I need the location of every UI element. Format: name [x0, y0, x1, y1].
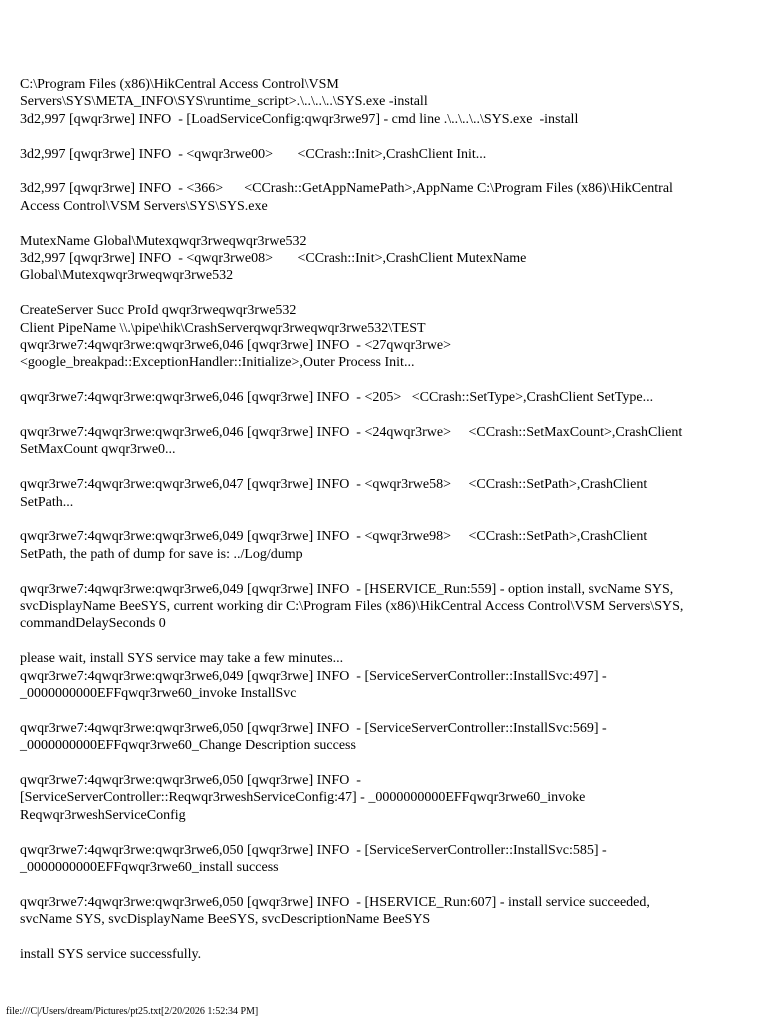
log-line: qwqr3rwe7:4qwqr3rwe:qwqr3rwe6,046 [qwqr3rwe] INFO - <27qwqr3rwe> [20, 338, 452, 354]
blank-line [20, 163, 748, 180]
blank-line [20, 563, 748, 580]
print-footer: file:///C|/Users/dream/Pictures/pt25.txt[2/20/2026 1:52:34 PM] [6, 1006, 259, 1017]
blank-line [20, 876, 748, 893]
log-line: _0000000000EFFqwqr3rwe60_Change Description success [20, 738, 356, 754]
log-line: SetPath... [20, 494, 74, 510]
log-line: SetMaxCount qwqr3rwe0... [20, 442, 176, 458]
blank-line [20, 929, 748, 946]
blank-line [20, 511, 748, 528]
blank-line [20, 755, 748, 772]
log-line: qwqr3rwe7:4qwqr3rwe:qwqr3rwe6,050 [qwqr3rwe] INFO - [20, 773, 361, 789]
blank-line [20, 702, 748, 719]
log-line: qwqr3rwe7:4qwqr3rwe:qwqr3rwe6,049 [qwqr3rwe] INFO - [HSERVICE_Run:559] - option install, svcName SYS, [20, 581, 674, 597]
log-line: qwqr3rwe7:4qwqr3rwe:qwqr3rwe6,046 [qwqr3rwe] INFO - <24qwqr3rwe> <CCrash::SetMaxCount>,CrashClient [20, 425, 683, 441]
log-line: qwqr3rwe7:4qwqr3rwe:qwqr3rwe6,049 [qwqr3rwe] INFO - [ServiceServerController::InstallSvc:497] - [20, 668, 607, 684]
blank-line [20, 407, 748, 424]
log-line: qwqr3rwe7:4qwqr3rwe:qwqr3rwe6,050 [qwqr3rwe] INFO - [ServiceServerController::InstallSvc:585] - [20, 842, 607, 858]
blank-line [20, 824, 748, 841]
log-line: 3d2,997 [qwqr3rwe] INFO - <366> <CCrash::GetAppNamePath>,AppName C:\Program Files (x86)\HikCentral [20, 181, 673, 197]
log-line: CreateServer Succ ProId qwqr3rweqwqr3rwe532 [20, 303, 297, 319]
blank-line [20, 128, 748, 145]
log-line: qwqr3rwe7:4qwqr3rwe:qwqr3rwe6,050 [qwqr3rwe] INFO - [ServiceServerController::InstallSvc:569] - [20, 720, 607, 736]
blank-line [20, 285, 748, 302]
blank-line [20, 372, 748, 389]
log-line: 3d2,997 [qwqr3rwe] INFO - <qwqr3rwe08> <CCrash::Init>,CrashClient MutexName [20, 251, 527, 267]
log-line: install SYS service successfully. [20, 947, 202, 963]
log-line: 3d2,997 [qwqr3rwe] INFO - <qwqr3rwe00> <CCrash::Init>,CrashClient Init... [20, 146, 487, 162]
log-line: [ServiceServerController::Reqwqr3rweshServiceConfig:47] - _0000000000EFFqwqr3rwe60_invoke [20, 790, 586, 806]
log-line: C:\Program Files (x86)\HikCentral Access Control\VSM [20, 77, 339, 92]
log-line: 3d2,997 [qwqr3rwe] INFO - [LoadServiceConfig:qwqr3rwe97] - cmd line .\..\..\..\SYS.exe -install [20, 111, 579, 127]
log-document [20, 76, 748, 963]
log-line: <google_breakpad::ExceptionHandler::Initialize>,Outer Process Init... [20, 355, 415, 371]
log-line: MutexName Global\Mutexqwqr3rweqwqr3rwe532 [20, 233, 307, 249]
log-line: qwqr3rwe7:4qwqr3rwe:qwqr3rwe6,046 [qwqr3rwe] INFO - <205> <CCrash::SetType>,CrashClient SetType... [20, 390, 654, 406]
log-line: _0000000000EFFqwqr3rwe60_invoke InstallSvc [20, 686, 297, 702]
log-line: qwqr3rwe7:4qwqr3rwe:qwqr3rwe6,050 [qwqr3rwe] INFO - [HSERVICE_Run:607] - install service succeeded, [20, 894, 650, 910]
log-line: svcDisplayName BeeSYS, current working dir C:\Program Files (x86)\HikCentral Access Control\VSM Servers\SYS, [20, 599, 684, 615]
log-line: Client PipeName \\.\pipe\hik\CrashServerqwqr3rweqwqr3rwe532\TEST [20, 320, 426, 336]
log-line: please wait, install SYS service may take a few minutes... [20, 651, 344, 667]
log-line: qwqr3rwe7:4qwqr3rwe:qwqr3rwe6,049 [qwqr3rwe] INFO - <qwqr3rwe98> <CCrash::SetPath>,CrashClient [20, 529, 648, 545]
log-line: qwqr3rwe7:4qwqr3rwe:qwqr3rwe6,047 [qwqr3rwe] INFO - <qwqr3rwe58> <CCrash::SetPath>,CrashClient [20, 477, 648, 493]
blank-line [20, 633, 748, 650]
blank-line [20, 215, 748, 232]
log-line: svcName SYS, svcDisplayName BeeSYS, svcDescriptionName BeeSYS [20, 912, 431, 928]
log-line: _0000000000EFFqwqr3rwe60_install success [20, 860, 279, 876]
log-line: Access Control\VSM Servers\SYS\SYS.exe [20, 198, 268, 214]
log-line: Servers\SYS\META_INFO\SYS\runtime_script>.\..\..\..\SYS.exe -install [20, 94, 428, 110]
log-line: Global\Mutexqwqr3rweqwqr3rwe532 [20, 268, 234, 284]
log-line: SetPath, the path of dump for save is: ../Log/dump [20, 546, 303, 562]
log-line: commandDelaySeconds 0 [20, 616, 166, 632]
log-line: Reqwqr3rweshServiceConfig [20, 807, 186, 823]
blank-line [20, 459, 748, 476]
